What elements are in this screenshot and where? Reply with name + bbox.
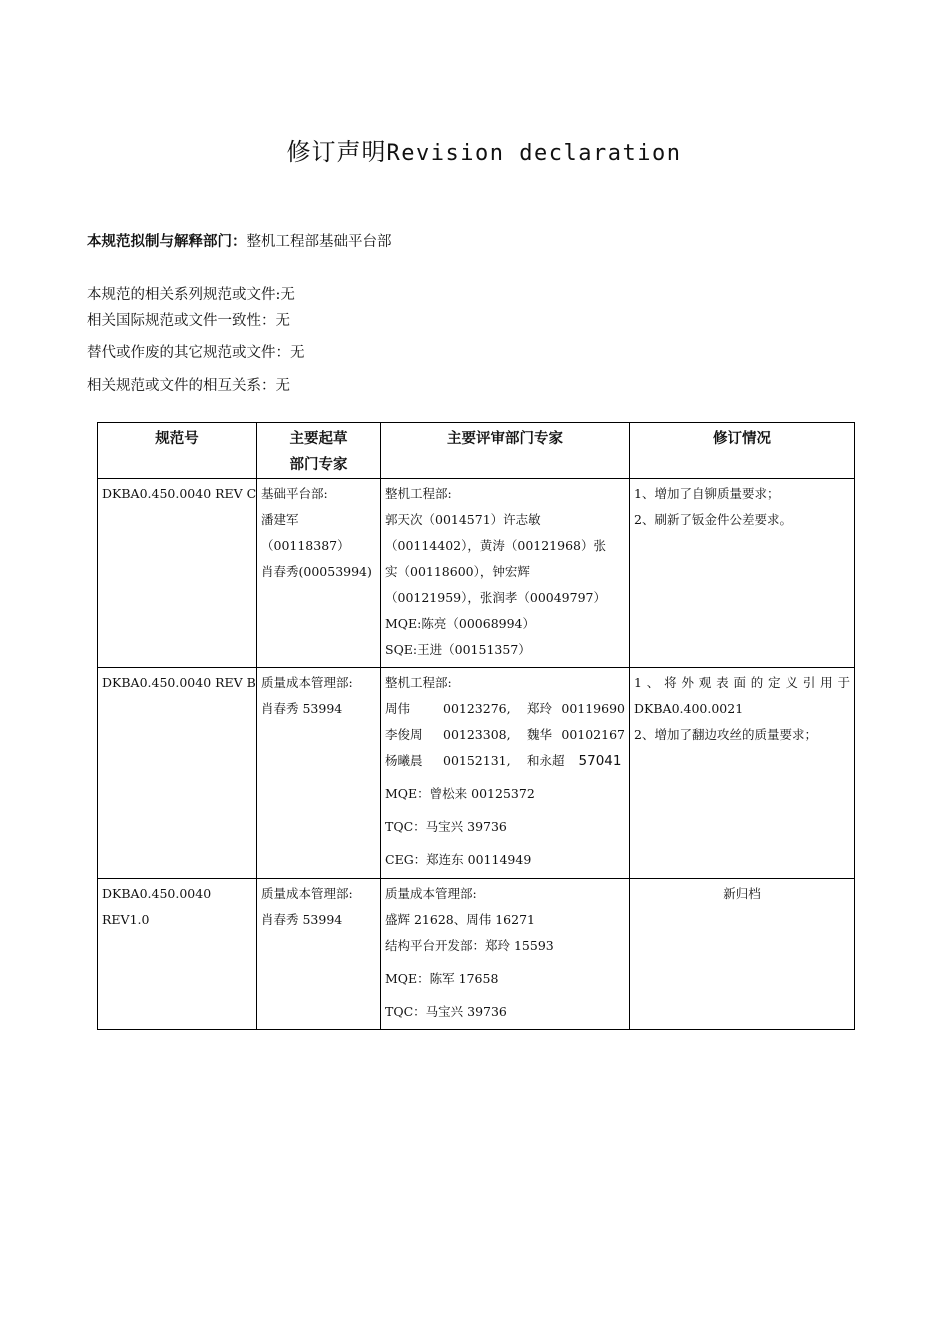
header-reviewers: 主要评审部门专家 bbox=[381, 423, 630, 479]
meta-line-2: 相关国际规范或文件一致性：无 bbox=[87, 313, 290, 329]
cell-reviewers: 整机工程部: 郭天次（0014571）许志敏 （00114402），黄涛（00121968）张 实（00118600），钟宏辉 （00121959），张润孝（00049797） MQE:陈亮（00068994） SQE:王进（00151357） bbox=[381, 479, 630, 668]
table-row bbox=[98, 479, 855, 668]
reviewer-grid: 周伟 00123276, 郑玲 00119690 李俊周 00123308, 魏华 00102167 杨曦晨 00152131, 和永超 57041 bbox=[385, 701, 625, 769]
table-row bbox=[98, 879, 855, 1030]
revision-table bbox=[97, 422, 855, 1030]
cell-revision: 1、增加了自铆质量要求； 2、刷新了钣金件公差要求。 bbox=[630, 479, 855, 668]
cell-revision: 新归档 bbox=[630, 879, 855, 1030]
title-en: Revision declaration bbox=[386, 141, 682, 166]
cell-spec-no: DKBA0.450.0040 REV B bbox=[98, 668, 257, 879]
cell-reviewers: 质量成本管理部: 盛辉 21628、周伟 16271 结构平台开发部：郑玲 15593 MQE：陈军 17658 TQC：马宝兴 39736 bbox=[381, 879, 630, 1030]
meta-line-1: 本规范的相关系列规范或文件:无 bbox=[87, 287, 295, 303]
title-cn: 修订声明 bbox=[286, 138, 387, 166]
cell-drafter: 基础平台部: 潘建军 （00118387） 肖春秀(00053994) bbox=[257, 479, 381, 668]
header-spec-no: 规范号 bbox=[98, 423, 257, 479]
header-revision: 修订情况 bbox=[630, 423, 855, 479]
table-header-row bbox=[98, 423, 855, 479]
meta-line-3: 替代或作废的其它规范或文件：无 bbox=[87, 345, 305, 361]
page-title bbox=[0, 132, 950, 167]
header-drafter: 主要起草 部门专家 bbox=[257, 423, 381, 479]
cell-spec-no: DKBA0.450.0040 REV1.0 bbox=[98, 879, 257, 1030]
meta-line-4: 相关规范或文件的相互关系：无 bbox=[87, 378, 290, 394]
cell-revision: 1、将外观表面的定义引用于 DKBA0.400.0021 2、增加了翻边攻丝的质量要求； bbox=[630, 668, 855, 879]
cell-drafter: 质量成本管理部: 肖春秀 53994 bbox=[257, 879, 381, 1030]
dept-label: 本规范拟制与解释部门： bbox=[87, 234, 247, 250]
dept-value: 整机工程部基础平台部 bbox=[246, 234, 392, 250]
cell-spec-no: DKBA0.450.0040 REV C bbox=[98, 479, 257, 668]
dept-line bbox=[87, 230, 392, 251]
cell-reviewers: 整机工程部: 周伟 00123276, 郑玲 00119690 李俊周 00123308, 魏华 00102167 杨曦晨 00152131, 和永超 57041 MQE：曾松来 00125372 TQC：马宝兴 39736 CEG：郑连东 00114949 bbox=[381, 668, 630, 879]
table-row bbox=[98, 668, 855, 879]
cell-drafter: 质量成本管理部: 肖春秀 53994 bbox=[257, 668, 381, 879]
